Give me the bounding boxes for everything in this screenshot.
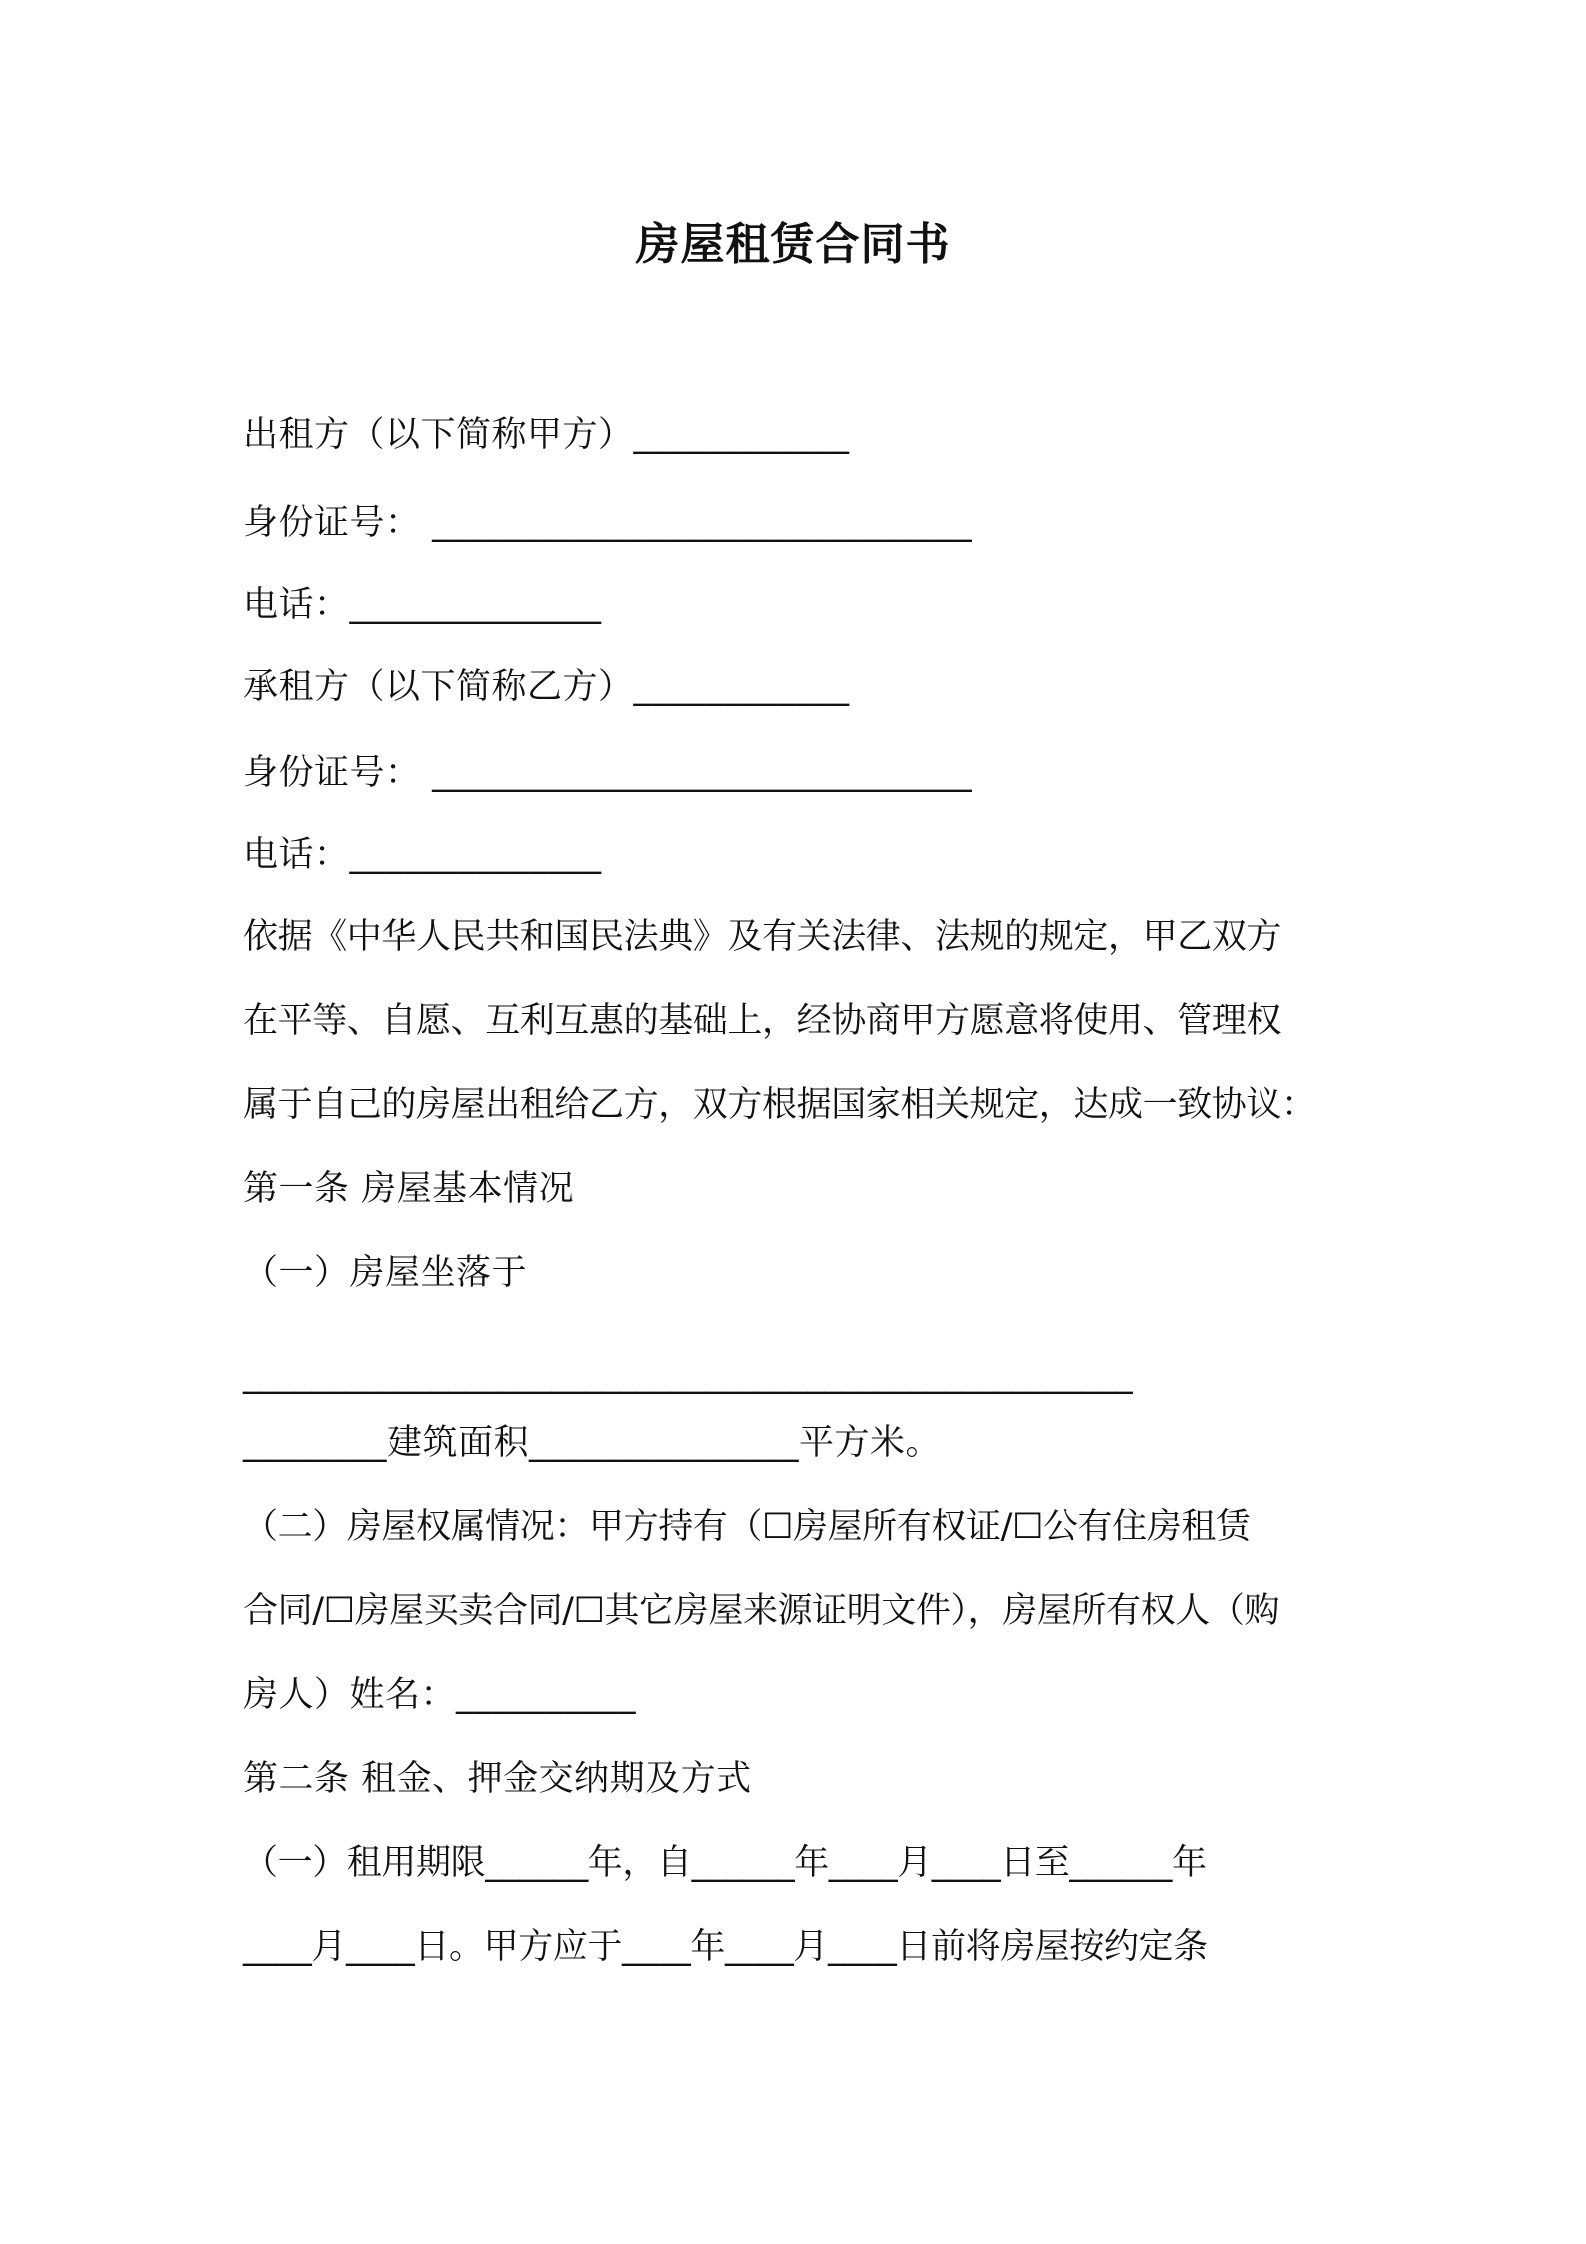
rent-term-line-1: （一）租用期限______年，自______年____月____日至______年 — [243, 1843, 1207, 1883]
area-line: ________建筑面积_______________平方米。 — [243, 1423, 942, 1463]
lessor-id-line: 身份证号： ______________________________ — [243, 503, 973, 543]
preamble-line-1: 依据《中华人民共和国民法典》及有关法律、法规的规定，甲乙双方 — [243, 917, 1282, 957]
ownership-line-1: （二）房屋权属情况：甲方持有（☐房屋所有权证/☐公有住房租赁 — [243, 1507, 1251, 1547]
preamble-line-2: 在平等、自愿、互利互惠的基础上，经协商甲方愿意将使用、管理权 — [243, 1001, 1282, 1041]
ownership-line-3: 房人）姓名：__________ — [243, 1675, 637, 1715]
preamble-line-3: 属于自己的房屋出租给乙方，双方根据国家相关规定，达成一致协议： — [243, 1085, 1316, 1125]
address-blank-line: ____________________________________________________ — [243, 1355, 1133, 1395]
lessor-line: 出租方（以下简称甲方）____________ — [243, 415, 850, 455]
lessee-line: 承租方（以下简称乙方）____________ — [243, 667, 850, 707]
lessee-phone-line: 电话：______________ — [243, 835, 602, 875]
rent-term-line-2: ____月____日。甲方应于____年____月____日前将房屋按约定条 — [243, 1927, 1208, 1967]
article-1-heading: 第一条 房屋基本情况 — [243, 1169, 575, 1209]
document-title: 房屋租赁合同书 — [635, 219, 951, 270]
lessor-phone-line: 电话：______________ — [243, 585, 602, 625]
lessee-id-line: 身份证号： ______________________________ — [243, 753, 973, 793]
article-2-heading: 第二条 租金、押金交纳期及方式 — [243, 1759, 752, 1799]
ownership-line-2: 合同/☐房屋买卖合同/☐其它房屋来源证明文件），房屋所有权人（购 — [243, 1591, 1280, 1631]
article-1-item-1: （一）房屋坐落于 — [243, 1253, 528, 1293]
